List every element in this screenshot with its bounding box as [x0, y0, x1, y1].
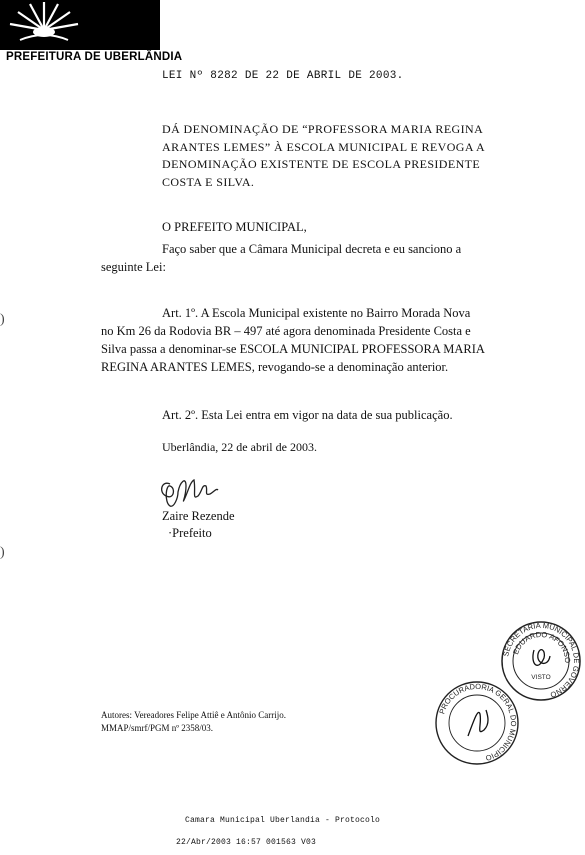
stamp-name: EDUARDO AFONSO: [511, 629, 573, 664]
signer-role-text: Prefeito: [172, 526, 212, 540]
handwritten-signature-icon: [156, 462, 226, 512]
ementa-line: ARANTES LEMES” À ESCOLA MUNICIPAL E REVOGA A: [162, 139, 486, 154]
signer-name: Zaire Rezende: [162, 509, 235, 523]
ementa-line: DENOMINAÇÃO EXISTENTE DE ESCOLA PRESIDENTE: [162, 157, 481, 171]
article-1-line: Silva passa a denominar-se ESCOLA MUNICIPAL PROFESSORA MARIA: [101, 342, 485, 356]
preamble: O PREFEITO MUNICIPAL,: [162, 220, 307, 234]
article-1-line: no Km 26 da Rodovia BR – 497 até agora denominada Presidente Costa e: [101, 324, 471, 338]
authors-block: [101, 709, 286, 735]
procuradoria-stamp: [434, 680, 520, 766]
ementa-line: DÁ DENOMINAÇÃO DE “PROFESSORA MARIA REGINA: [162, 122, 484, 136]
article-1: [101, 304, 523, 376]
law-title: LEI Nº 8282 DE 22 DE ABRIL DE 2003.: [162, 70, 404, 82]
signature: [156, 462, 226, 512]
article-1-line: Art. 1º. A Escola Municipal existente no Bairro Morada Nova: [162, 306, 471, 320]
ementa: [162, 121, 530, 191]
reference-line: MMAP/smrf/PGM nº 2358/03.: [101, 723, 214, 733]
stamp-text: SECRETARIA MUNICIPAL DE GOVERNO: [501, 620, 582, 700]
date-line: [162, 440, 317, 455]
date-text: Uberlândia, 22 de abril de 2003.: [162, 440, 317, 454]
city-logo: [0, 0, 160, 50]
stamp-visto: VISTO: [531, 674, 551, 681]
round-stamp-icon: [434, 680, 520, 766]
article-2: Art. 2º. Esta Lei entra em vigor na data de sua publicação.: [162, 408, 453, 422]
signer-role: ·Prefeito: [168, 526, 212, 540]
enactment-line: Faço saber que a Câmara Municipal decreta e eu sanciono a: [162, 242, 462, 256]
enactment-continuation: seguinte Lei:: [101, 260, 166, 274]
ementa-line: COSTA E SILVA.: [162, 174, 255, 189]
margin-mark: ): [0, 312, 5, 327]
stamp-text: PROCURADORIA GERAL DO MUNICÍPIO: [437, 681, 519, 763]
article-1-line: REGINA ARANTES LEMES, revogando-se a denominação anterior.: [101, 360, 449, 374]
margin-mark: ): [0, 545, 5, 560]
sunburst-logo-icon: [0, 0, 160, 50]
authors-line: Autores: Vereadores Felipe Attiê e Antônio Carrijo.: [101, 710, 287, 720]
logo-text: PREFEITURA DE UBERLÂNDIA: [6, 51, 183, 63]
protocol-stamp-date: 22/Abr/2003 16:57 001563 V03: [176, 838, 317, 847]
protocol-stamp-line: Camara Municipal Uberlandia - Protocolo: [185, 816, 381, 825]
